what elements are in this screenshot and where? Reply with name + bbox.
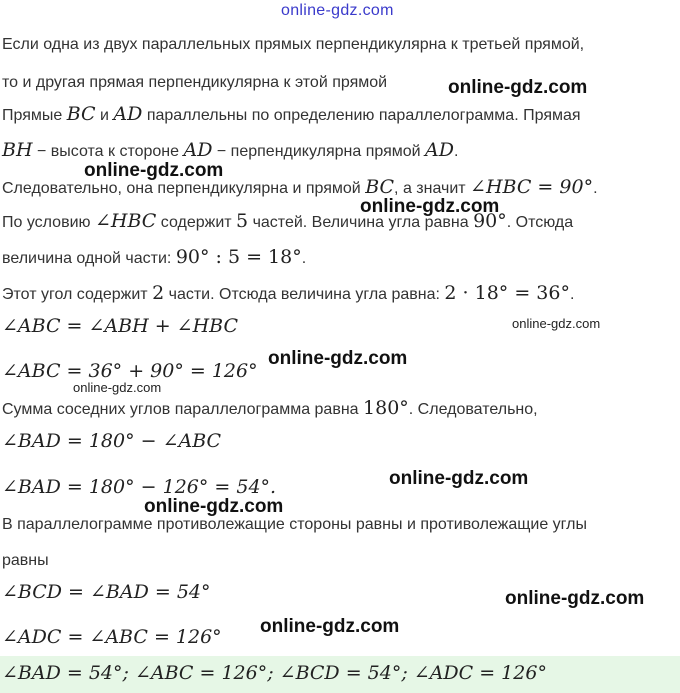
equation-6: ∠ADC = ∠ABC = 126° [2, 626, 222, 648]
text-line-3 [2, 104, 581, 126]
watermark: online-gdz.com [268, 348, 408, 369]
text: величина одной части: [2, 250, 176, 267]
text-line-15: равны [2, 552, 49, 569]
math: AD [425, 139, 455, 161]
text: . [301, 250, 307, 267]
equation-3: ∠BAD = 180° − ∠ABC [2, 430, 222, 452]
text: − высота к стороне [32, 143, 184, 160]
text: . [569, 286, 575, 303]
math: 90° [473, 210, 507, 232]
math: AD [113, 103, 143, 125]
watermark: online-gdz.com [360, 196, 500, 217]
watermark: online-gdz.com [505, 588, 645, 609]
watermark: online-gdz.com [260, 616, 400, 637]
equation-4: ∠BAD = 180° − 126° = 54°. [2, 476, 277, 498]
text: . Отсюда [506, 214, 574, 231]
text: . [593, 180, 598, 197]
text: Следовательно, она перпендикулярна и прямой [2, 180, 366, 197]
text-line-14: В параллелограмме противолежащие стороны равны и противолежащие углы [2, 516, 587, 533]
math: BH [2, 139, 33, 161]
math: ∠HBC [94, 210, 157, 232]
text: . [454, 143, 459, 160]
equation-1: ∠ABC = ∠ABH + ∠HBC [2, 315, 239, 337]
text-line-2: то и другая прямая перпендикулярна к этой прямой [2, 74, 388, 91]
watermark: online-gdz.com [84, 160, 224, 181]
math: 2 · 18° = 36° [444, 282, 570, 304]
text: частей. Величина угла равна [248, 214, 474, 231]
watermark: online-gdz.com [389, 468, 529, 489]
answer-line: ∠BAD = 54°; ∠ABC = 126°; ∠BCD = 54°; ∠ADC = 126° [2, 662, 547, 684]
watermark: online-gdz.com [512, 316, 601, 331]
math: 90° : 5 = 18° [175, 246, 302, 268]
text: Сумма соседних углов параллелограмма равна [2, 401, 364, 418]
text: и [95, 107, 114, 124]
header-watermark: online-gdz.com [281, 2, 394, 19]
watermark: online-gdz.com [144, 496, 284, 517]
text: По условию [2, 214, 95, 231]
text: , а значит [394, 180, 471, 197]
text: параллельны по определению параллелограмма. Прямая [142, 107, 581, 124]
text: Прямые [2, 107, 67, 124]
equation-5: ∠BCD = ∠BAD = 54° [2, 581, 211, 603]
math: AD [183, 139, 213, 161]
math: BC [365, 176, 395, 198]
equation-2: ∠ABC = 36° + 90° = 126° [2, 360, 258, 382]
text-line-7 [2, 247, 306, 269]
text-line-1: Если одна из двух параллельных прямых перпендикулярна к третьей прямой, [2, 36, 585, 53]
text: части. Отсюда величина угла равна: [164, 286, 445, 303]
math: ∠HBC = 90° [470, 176, 594, 198]
text-line-11 [2, 398, 538, 420]
text: содержит [156, 214, 237, 231]
math: 180° [363, 397, 409, 419]
text: Этот угол содержит [2, 286, 153, 303]
watermark: online-gdz.com [448, 77, 588, 98]
math: BC [66, 103, 96, 125]
math: 2 [152, 282, 165, 304]
watermark: online-gdz.com [73, 380, 162, 395]
math: 5 [236, 210, 249, 232]
text-line-8 [2, 283, 574, 305]
text: − перпендикулярна прямой [212, 143, 426, 160]
text-line-4 [2, 140, 458, 162]
text: . Следовательно, [408, 401, 538, 418]
